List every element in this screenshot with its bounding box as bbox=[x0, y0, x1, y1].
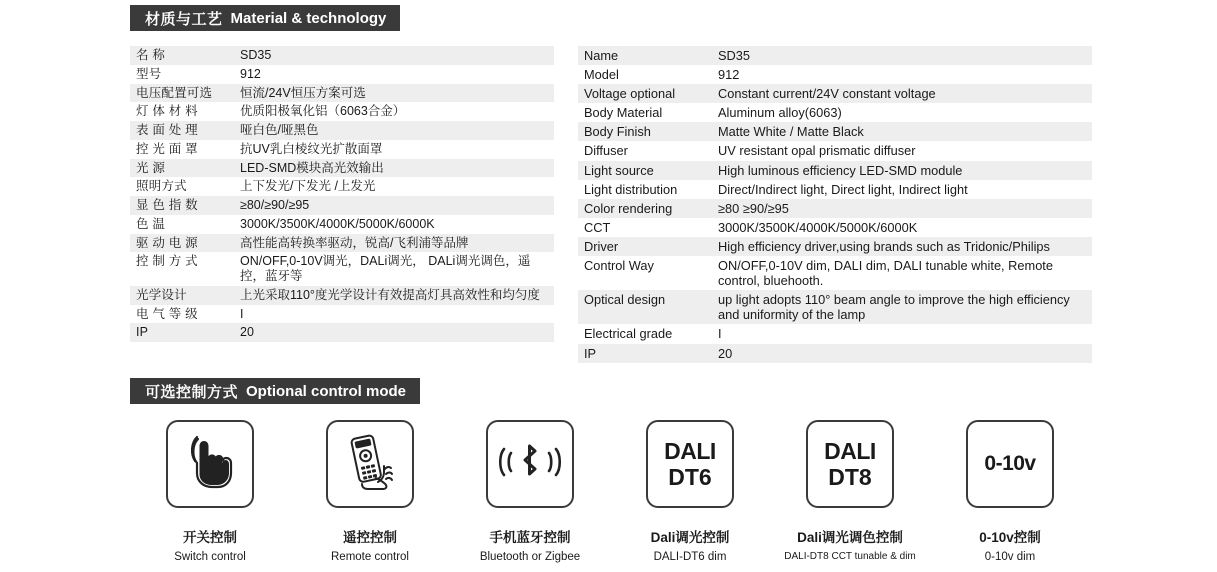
zero-to-ten-volt-icon: 0-10v bbox=[984, 452, 1036, 475]
spec-key: Model bbox=[578, 65, 712, 84]
spec-table-chinese bbox=[130, 46, 554, 342]
heading-body bbox=[137, 378, 420, 404]
spec-value: I bbox=[712, 324, 1092, 343]
spec-key: 控 光 面 罩 bbox=[130, 140, 234, 159]
spec-value: I bbox=[234, 305, 554, 324]
spec-value: 高性能高转换率驱动，锐高/飞利浦等品牌 bbox=[234, 234, 554, 253]
control-mode-label-en: 0-10v dim bbox=[984, 551, 1036, 563]
control-mode-label-en: DALI-DT8 CCT tunable & dim bbox=[784, 551, 916, 562]
dali-dt8-icon bbox=[824, 437, 876, 490]
spec-value: LED-SMD模块高光效输出 bbox=[234, 159, 554, 178]
spec-value: 哑白色/哑黑色 bbox=[234, 121, 554, 140]
spec-key: CCT bbox=[578, 218, 712, 237]
control-mode-label-en: Switch control bbox=[174, 551, 246, 563]
control-mode-icon-box bbox=[486, 420, 574, 508]
spec-key: 驱 动 电 源 bbox=[130, 234, 234, 253]
spec-key: 色 温 bbox=[130, 215, 234, 234]
table-row bbox=[578, 161, 1092, 180]
spec-key: Name bbox=[578, 46, 712, 65]
table-row bbox=[578, 218, 1092, 237]
table-row bbox=[578, 103, 1092, 122]
heading-title-cn: 材质与工艺 bbox=[145, 10, 223, 28]
spec-key: Body Finish bbox=[578, 122, 712, 141]
heading-title-en: Optional control mode bbox=[246, 382, 407, 400]
table-row bbox=[130, 196, 554, 215]
dali-line1: DALI bbox=[664, 437, 716, 464]
control-mode-item bbox=[290, 420, 450, 563]
spec-value: 912 bbox=[712, 65, 1092, 84]
control-mode-item bbox=[930, 420, 1090, 563]
table-row bbox=[130, 65, 554, 84]
bluetooth-wireless-icon bbox=[494, 439, 566, 490]
dali-line2: DT8 bbox=[828, 463, 872, 490]
spec-value: 恒流/24V恒压方案可选 bbox=[234, 84, 554, 103]
dali-line1: DALI bbox=[824, 437, 876, 464]
control-mode-label-cn: Dali调光调色控制 bbox=[797, 530, 903, 545]
control-mode-label-cn: 0-10v控制 bbox=[979, 530, 1041, 545]
table-row bbox=[578, 344, 1092, 363]
spec-value: Aluminum alloy(6063) bbox=[712, 103, 1092, 122]
table-row bbox=[130, 46, 554, 65]
table-row bbox=[130, 121, 554, 140]
spec-key: 名 称 bbox=[130, 46, 234, 65]
table-row bbox=[130, 286, 554, 305]
control-mode-label-en: Remote control bbox=[331, 551, 409, 563]
control-mode-icon-box bbox=[966, 420, 1054, 508]
heading-title-en: Material & technology bbox=[230, 9, 387, 27]
spec-key: 灯 体 材 料 bbox=[130, 102, 234, 121]
spec-value: SD35 bbox=[712, 46, 1092, 65]
spec-value: High luminous efficiency LED-SMD module bbox=[712, 161, 1092, 180]
section-heading-control bbox=[130, 378, 420, 404]
spec-value: 优质阳极氧化铝（6063合金） bbox=[234, 102, 554, 121]
table-row bbox=[130, 159, 554, 178]
spec-value: 912 bbox=[234, 65, 554, 84]
heading-accent-bar bbox=[130, 5, 137, 31]
spec-value: ≥80/≥90/≥95 bbox=[234, 196, 554, 215]
spec-key: 控 制 方 式 bbox=[130, 252, 234, 286]
spec-key: Light source bbox=[578, 161, 712, 180]
spec-value: 20 bbox=[712, 344, 1092, 363]
table-row bbox=[578, 324, 1092, 343]
spec-key: 光学设计 bbox=[130, 286, 234, 305]
table-row bbox=[578, 46, 1092, 65]
spec-value: High efficiency driver,using brands such as Tridonic/Philips bbox=[712, 237, 1092, 256]
table-row bbox=[130, 234, 554, 253]
heading-body bbox=[137, 5, 400, 31]
table-row bbox=[130, 140, 554, 159]
control-mode-item bbox=[770, 420, 930, 563]
table-row bbox=[130, 305, 554, 324]
table-row bbox=[578, 122, 1092, 141]
spec-value: 上光采取110°度光学设计有效提高灯具高效性和均匀度 bbox=[234, 286, 554, 305]
table-row bbox=[578, 199, 1092, 218]
control-mode-label-cn: 遥控控制 bbox=[343, 530, 397, 545]
table-row bbox=[130, 102, 554, 121]
control-mode-item bbox=[450, 420, 610, 563]
table-row bbox=[578, 141, 1092, 160]
table-row bbox=[578, 237, 1092, 256]
spec-key: Light distribution bbox=[578, 180, 712, 199]
table-row bbox=[578, 65, 1092, 84]
spec-key: Electrical grade bbox=[578, 324, 712, 343]
spec-key: Color rendering bbox=[578, 199, 712, 218]
spec-key: IP bbox=[578, 344, 712, 363]
spec-key: IP bbox=[130, 323, 234, 342]
control-mode-list bbox=[130, 420, 1090, 563]
table-row bbox=[578, 180, 1092, 199]
spec-value: 抗UV乳白棱纹光扩散面罩 bbox=[234, 140, 554, 159]
spec-value: SD35 bbox=[234, 46, 554, 65]
spec-key: 型号 bbox=[130, 65, 234, 84]
control-mode-label-en: Bluetooth or Zigbee bbox=[479, 551, 581, 563]
hand-touch-switch-icon bbox=[184, 433, 236, 496]
spec-value: ON/OFF,0-10V调光，DALi调光， DALi调光调色，遥控，蓝牙等 bbox=[234, 252, 554, 286]
heading-accent-bar bbox=[130, 378, 137, 404]
table-row bbox=[578, 256, 1092, 290]
control-mode-item bbox=[130, 420, 290, 563]
control-mode-label-cn: 手机蓝牙控制 bbox=[489, 530, 571, 545]
control-mode-item bbox=[610, 420, 770, 563]
spec-key: Driver bbox=[578, 237, 712, 256]
table-row bbox=[578, 290, 1092, 324]
spec-key: 电压配置可选 bbox=[130, 84, 234, 103]
control-mode-icon-box bbox=[166, 420, 254, 508]
spec-value: 3000K/3500K/4000K/5000K/6000K bbox=[234, 215, 554, 234]
spec-key: 光 源 bbox=[130, 159, 234, 178]
spec-value: Matte White / Matte Black bbox=[712, 122, 1092, 141]
spec-key: Control Way bbox=[578, 256, 712, 290]
spec-value: ≥80 ≥90/≥95 bbox=[712, 199, 1092, 218]
spec-key: Diffuser bbox=[578, 141, 712, 160]
spec-key: 照明方式 bbox=[130, 177, 234, 196]
table-row bbox=[130, 215, 554, 234]
control-mode-label-cn: Dali调光控制 bbox=[650, 530, 730, 545]
dali-dt6-icon bbox=[664, 437, 716, 490]
remote-controller-icon bbox=[342, 432, 398, 497]
spec-key: 显 色 指 数 bbox=[130, 196, 234, 215]
dali-line2: DT6 bbox=[668, 463, 712, 490]
spec-value: 上下发光/下发光 /上发光 bbox=[234, 177, 554, 196]
control-mode-icon-box bbox=[646, 420, 734, 508]
spec-value: Direct/Indirect light, Direct light, Indirect light bbox=[712, 180, 1092, 199]
spec-key: Body Material bbox=[578, 103, 712, 122]
table-row bbox=[578, 84, 1092, 103]
spec-key: Voltage optional bbox=[578, 84, 712, 103]
spec-key: 电 气 等 级 bbox=[130, 305, 234, 324]
spec-key: 表 面 处 理 bbox=[130, 121, 234, 140]
control-mode-label-cn: 开关控制 bbox=[183, 530, 237, 545]
table-row bbox=[130, 84, 554, 103]
control-mode-label-en: DALI-DT6 dim bbox=[653, 551, 727, 563]
table-row bbox=[130, 252, 554, 286]
table-row bbox=[130, 323, 554, 342]
control-mode-icon-box bbox=[326, 420, 414, 508]
control-mode-icon-box bbox=[806, 420, 894, 508]
spec-value: 3000K/3500K/4000K/5000K/6000K bbox=[712, 218, 1092, 237]
spec-value: UV resistant opal prismatic diffuser bbox=[712, 141, 1092, 160]
table-row bbox=[130, 177, 554, 196]
section-heading-material bbox=[130, 5, 400, 31]
spec-value: up light adopts 110° beam angle to improve the high efficiency and uniformity of the lamp bbox=[712, 290, 1092, 324]
spec-value: ON/OFF,0-10V dim, DALI dim, DALI tunable white, Remote control, bluehooth. bbox=[712, 256, 1092, 290]
spec-value: 20 bbox=[234, 323, 554, 342]
spec-value: Constant current/24V constant voltage bbox=[712, 84, 1092, 103]
spec-table-english bbox=[578, 46, 1092, 363]
heading-title-cn: 可选控制方式 bbox=[145, 383, 239, 401]
spec-key: Optical design bbox=[578, 290, 712, 324]
